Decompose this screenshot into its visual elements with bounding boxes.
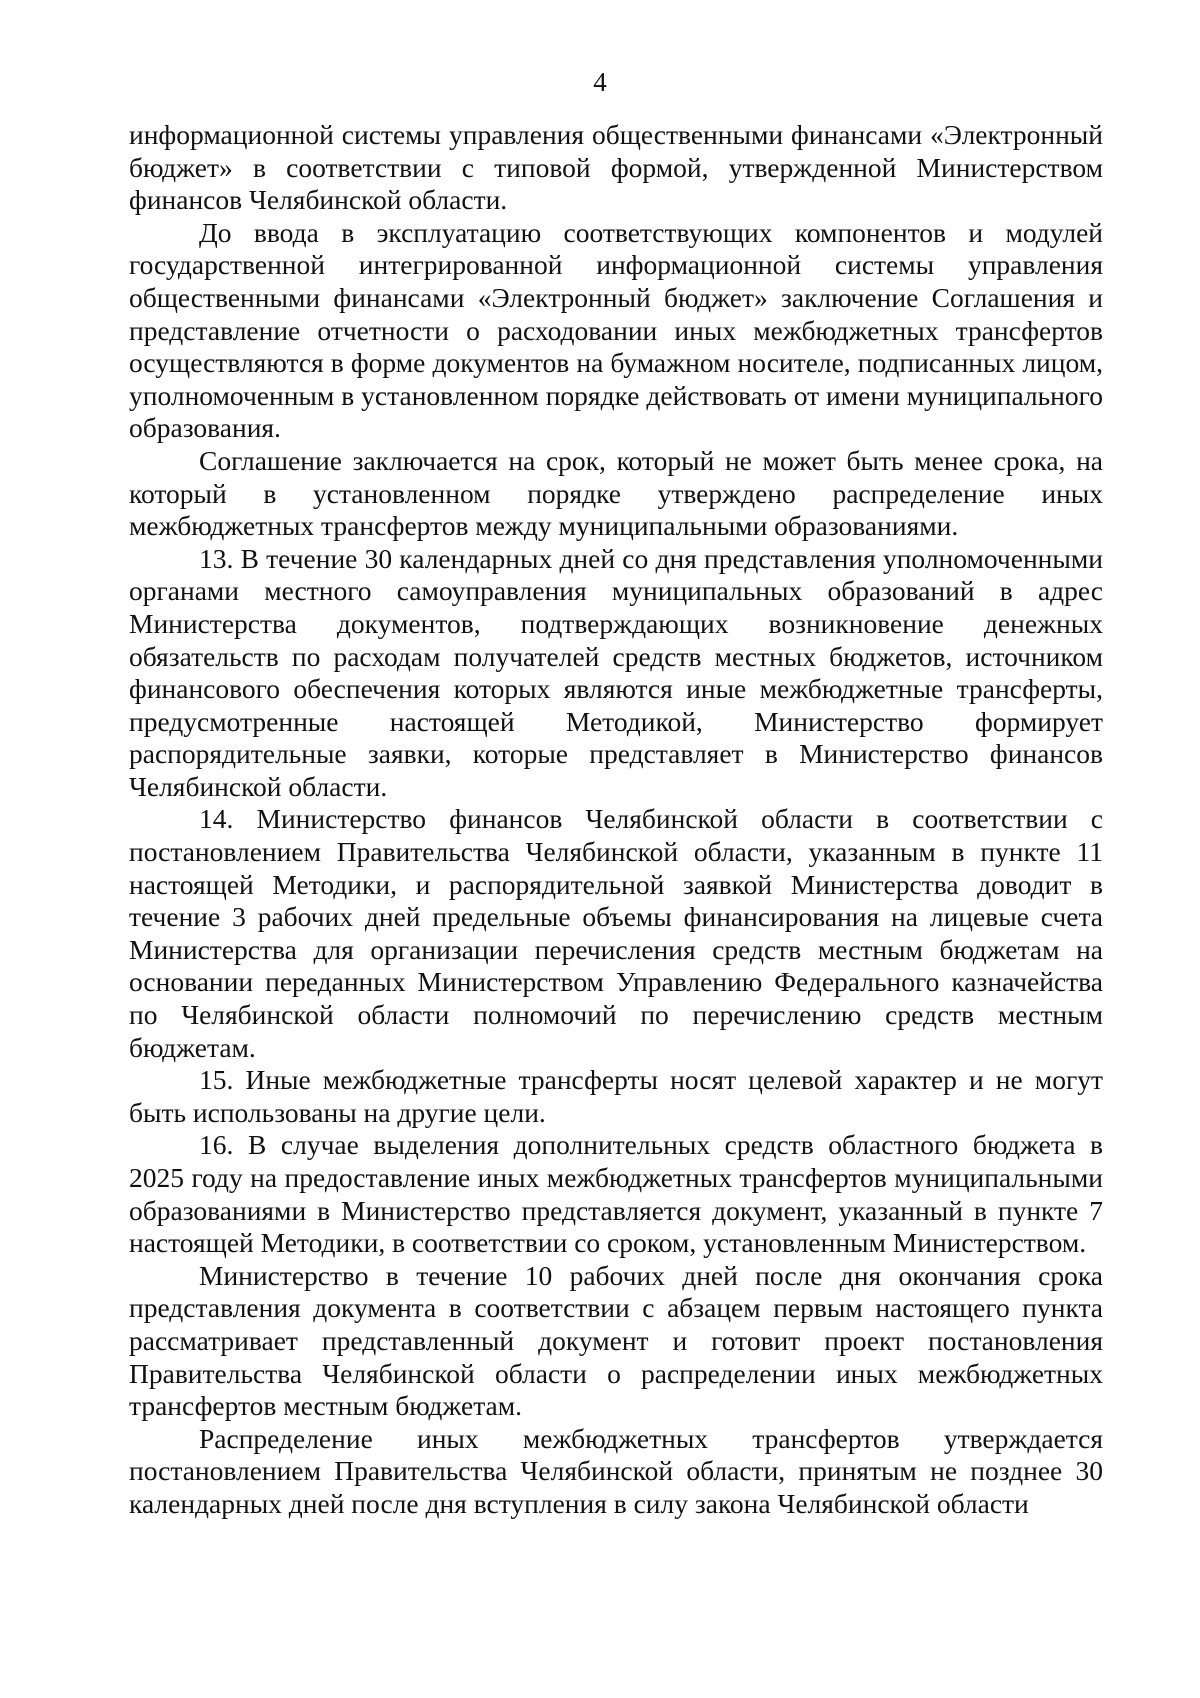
- paragraph: информационной системы управления общественными финансами «Электронный бюджет» в соответствии с типовой формой, утвержденной Министерством финансов Челябинской области.: [129, 119, 1103, 216]
- page-number: 4: [593, 67, 607, 97]
- paragraph: 14. Министерство финансов Челябинской области в соответствии с постановлением Правительства Челябинской области, указанным в пункте 11 настоящей Методики, и распорядительной заявкой Министерства доводит в течение 3 рабочих дней предельные объемы финансирования на лицевые счета Министерства для организации перечисления средств местным бюджетам на основании переданных Министерством Управлению Федерального казначейства по Челябинской области полномочий по перечислению средств местным бюджетам.: [129, 803, 1103, 1063]
- paragraph: Министерство в течение 10 рабочих дней после дня окончания срока представления документа в соответствии с абзацем первым настоящего пункта рассматривает представленный документ и готовит проект постановления Правительства Челябинской области о распределении иных межбюджетных трансфертов местным бюджетам.: [129, 1259, 1103, 1422]
- paragraph: 13. В течение 30 календарных дней со дня представления уполномоченными органами местного самоуправления муниципальных образований в адрес Министерства документов, подтверждающих возникновение денежных обязательств по расходам получателей средств местных бюджетов, источником финансового обеспечения которых являются иные межбюджетные трансферты, предусмотренные настоящей Методикой, Министерство формирует распорядительные заявки, которые представляет в Министерство финансов Челябинской области.: [129, 542, 1103, 802]
- document-body: [129, 119, 1103, 1521]
- paragraph: Соглашение заключается на срок, который не может быть менее срока, на который в установленном порядке утверждено распределение иных межбюджетных трансфертов между муниципальными образованиями.: [129, 444, 1103, 542]
- paragraph: Распределение иных межбюджетных трансфертов утверждается постановлением Правительства Челябинской области, принятым не позднее 30 календарных дней после дня вступления в силу закона Челябинской области: [129, 1422, 1103, 1519]
- paragraph: 15. Иные межбюджетные трансферты носят целевой характер и не могут быть использованы на другие цели.: [129, 1064, 1103, 1128]
- paragraph: 16. В случае выделения дополнительных средств областного бюджета в 2025 году на предоставление иных межбюджетных трансфертов муниципальными образованиями в Министерство представляется документ, указанный в пункте 7 настоящей Методики, в соответствии со сроком, установленным Министерством.: [129, 1129, 1103, 1259]
- paragraph: До ввода в эксплуатацию соответствующих компонентов и модулей государственной интегрированной информационной системы управления общественными финансами «Электронный бюджет» заключение Соглашения и представление отчетности о расходовании иных межбюджетных трансфертов осуществляются в форме документов на бумажном носителе, подписанных лицом, уполномоченным в установленном порядке действовать от имени муниципального образования.: [129, 216, 1103, 444]
